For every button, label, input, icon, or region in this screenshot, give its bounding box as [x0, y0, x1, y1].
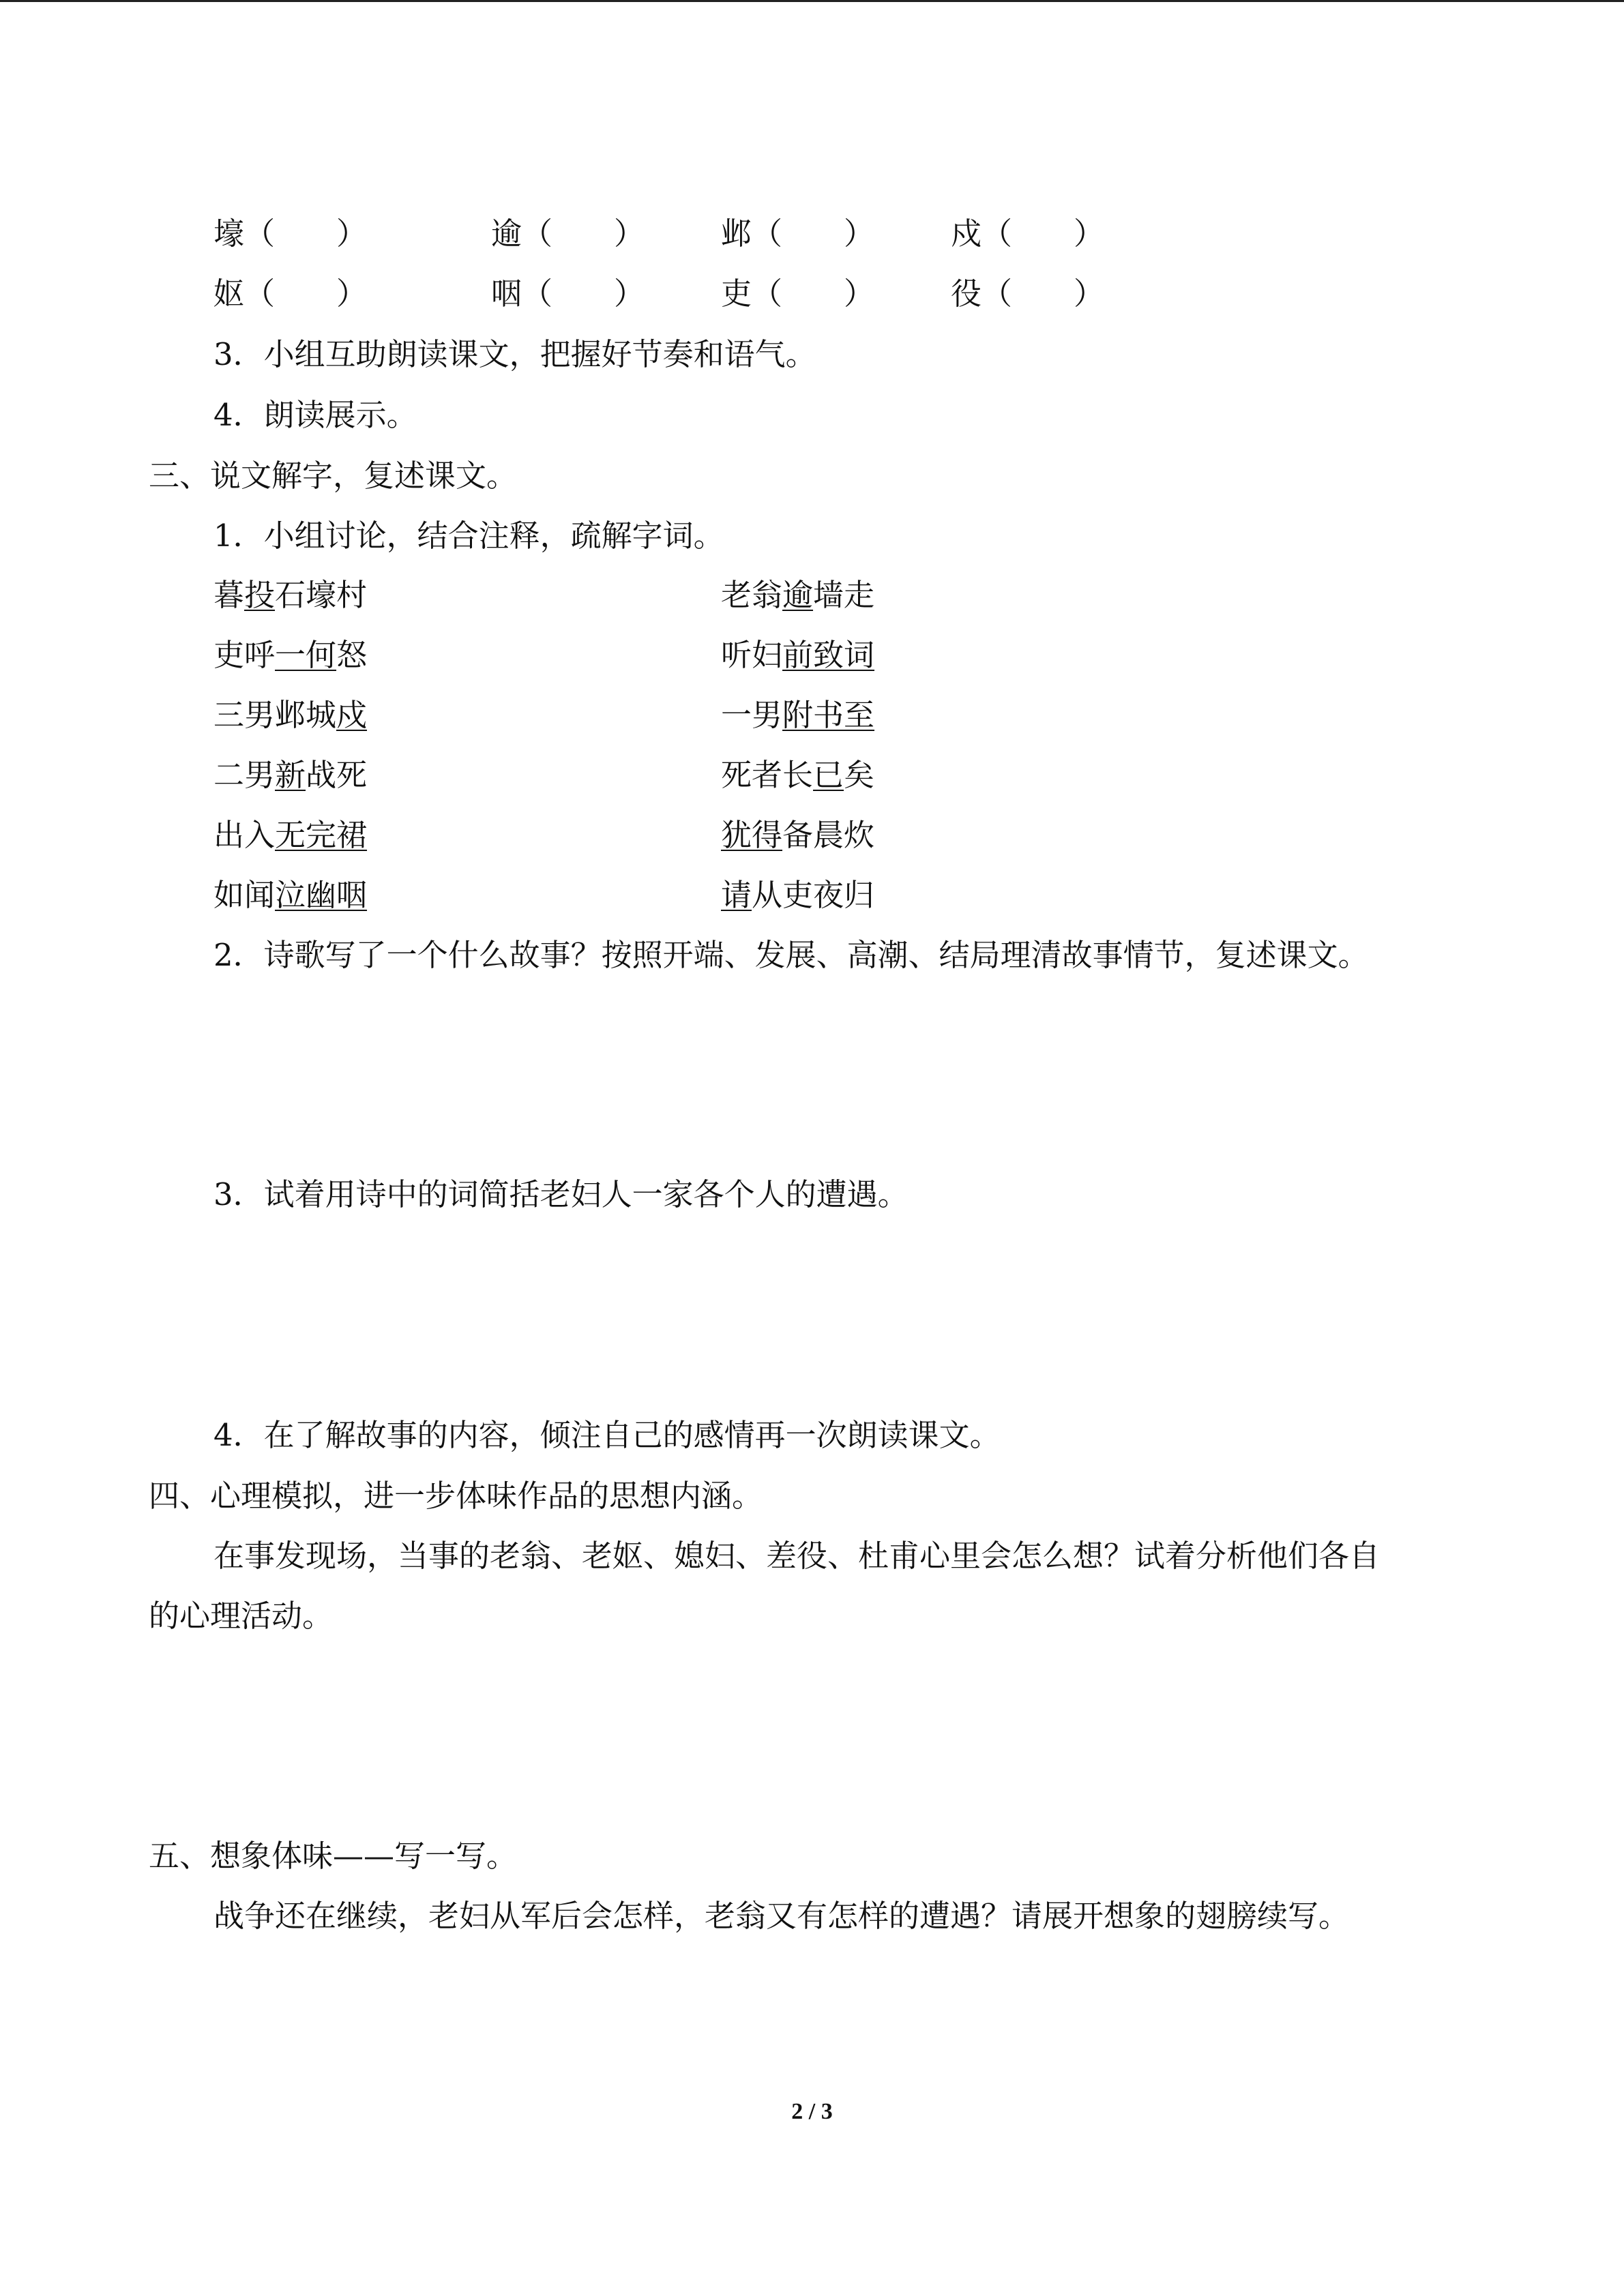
page-number: 2 / 3	[791, 2099, 833, 2124]
word-left: 出入无完裙	[213, 817, 368, 853]
pinyin-item: 逾（ ）	[491, 215, 645, 252]
word-left: 如闻泣幽咽	[213, 877, 368, 913]
section5-heading: 五、想象体味——写一写。	[149, 1838, 518, 1874]
word-left: 暮投石壕村	[213, 577, 368, 613]
section2-item4: 4．朗读展示。	[213, 397, 417, 433]
section4-heading: 四、心理模拟，进一步体味作品的思想内涵。	[149, 1478, 763, 1514]
section2-item3: 3．小组互助朗读课文，把握好节奏和语气。	[213, 336, 816, 372]
section3-item2: 2．诗歌写了一个什么故事？按照开端、发展、高潮、结局理清故事情节，复述课文。	[213, 937, 1369, 973]
word-pair-row	[213, 635, 964, 676]
section3-heading: 三、说文解字，复述课文。	[149, 458, 518, 494]
word-left: 二男新战死	[213, 757, 368, 793]
word-right: 犹得备晨炊	[721, 817, 875, 853]
pinyin-item: 妪（ ）	[213, 275, 368, 312]
pinyin-item: 邺（ ）	[721, 215, 875, 252]
section4-paragraph-line2: 的心理活动。	[149, 1598, 334, 1634]
section3-item3: 3．试着用诗中的词简括老妇人一家各个人的遭遇。	[213, 1176, 909, 1212]
section3-item4: 4．在了解故事的内容，倾注自己的感情再一次朗读课文。	[213, 1417, 1001, 1453]
word-pair-row	[213, 875, 964, 916]
word-left: 吏呼一何怒	[213, 637, 368, 673]
pinyin-item: 壕（ ）	[213, 215, 368, 252]
pinyin-item: 咽（ ）	[491, 275, 645, 312]
pinyin-item: 役（ ）	[951, 275, 1105, 312]
word-pair-row	[213, 755, 964, 796]
section4-paragraph-line1: 在事发现场，当事的老翁、老妪、媳妇、差役、杜甫心里会怎么想？试着分析他们各自	[213, 1538, 1381, 1574]
section5-paragraph: 战争还在继续，老妇从军后会怎样，老翁又有怎样的遭遇？请展开想象的翅膀续写。	[213, 1898, 1350, 1934]
word-right: 听妇前致词	[721, 637, 875, 673]
word-left: 三男邺城戍	[213, 697, 368, 733]
top-border	[0, 0, 1624, 2]
pinyin-item: 吏（ ）	[721, 275, 875, 312]
word-right: 死者长已矣	[721, 757, 875, 793]
word-pair-row	[213, 695, 964, 736]
section3-item1: 1．小组讨论，结合注释，疏解字词。	[213, 518, 724, 554]
word-pair-row	[213, 815, 964, 856]
word-pair-row	[213, 575, 964, 616]
word-right: 老翁逾墙走	[721, 577, 875, 613]
word-right: 请从吏夜归	[721, 877, 875, 913]
pinyin-item: 戍（ ）	[951, 215, 1105, 252]
word-right: 一男附书至	[721, 697, 875, 733]
